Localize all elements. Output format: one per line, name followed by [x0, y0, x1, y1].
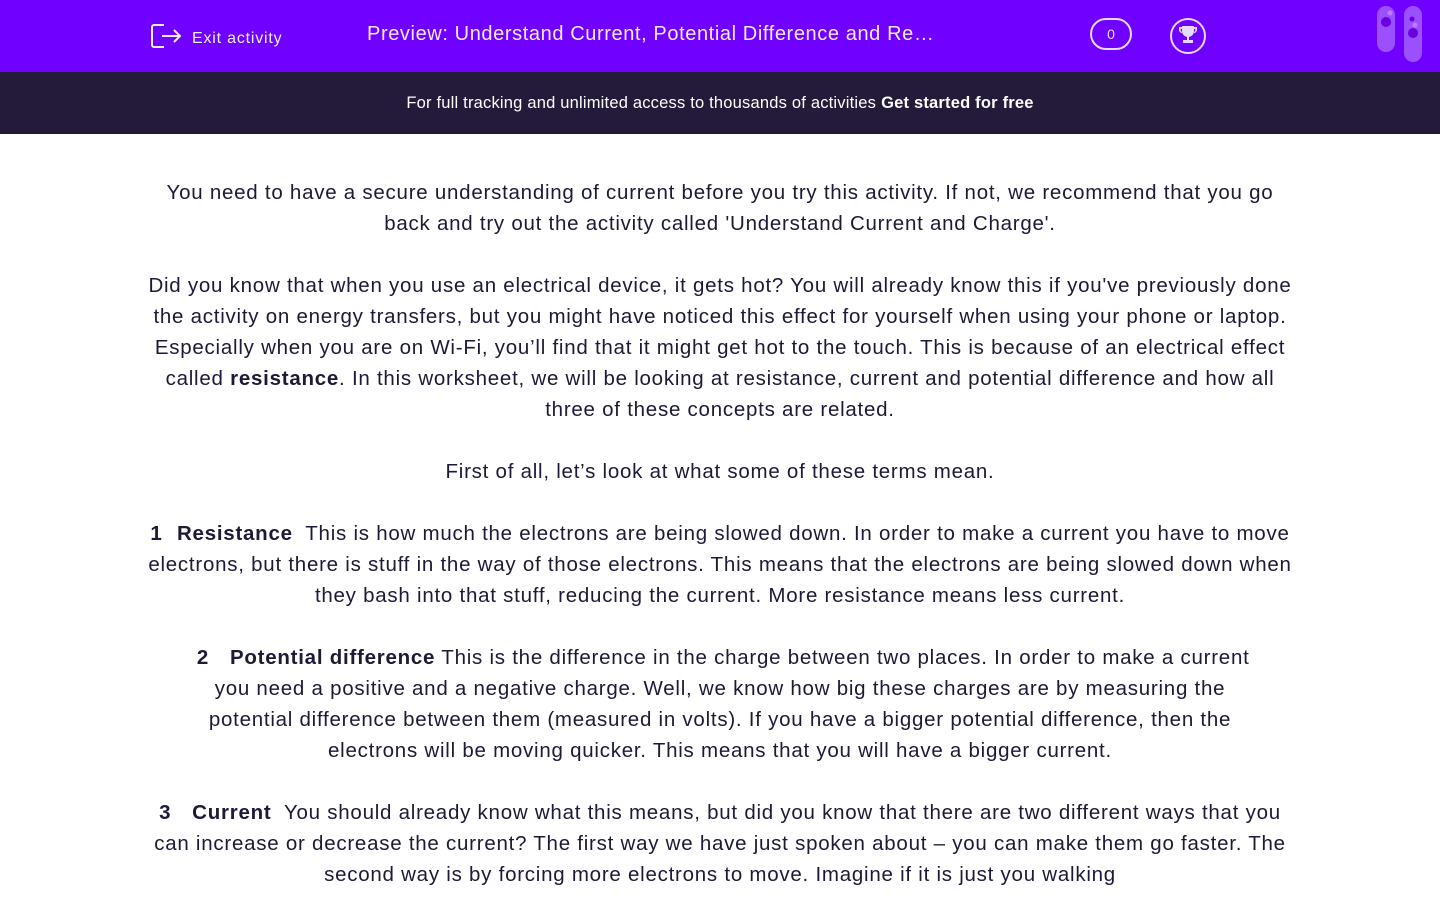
exit-label: Exit activity	[192, 29, 283, 47]
page-title: Preview: Understand Current, Potential Difference and Re…	[367, 23, 935, 45]
term-item	[145, 797, 1295, 890]
test-tubes-logo	[1376, 6, 1428, 69]
terms-intro: First of all, let’s look at what some of these terms mean.	[445, 460, 995, 483]
term-definition: You should already know what this means, but did you know that there are two different ways that you can increase or decrease the current? The first way we have just spoken about – you can make them go faster. The second way is by forcing more electrons to move. Imagine if it is just you walking	[154, 801, 1286, 886]
activity-intro	[145, 0, 1295, 921]
term-number: 1	[150, 522, 163, 545]
term-name: Current	[192, 801, 272, 824]
banner-text: For full tracking and unlimited access to thousands of activities	[406, 93, 877, 112]
intro-paragraph	[145, 270, 1295, 425]
score-badge: 0	[1090, 18, 1132, 50]
term-number: 2	[196, 646, 210, 669]
intro-text-end: . In this worksheet, we will be looking at resistance, current and potential difference and how all three of these concepts are related.	[339, 367, 1275, 421]
term-item	[145, 642, 1295, 766]
term-number: 3	[159, 801, 172, 824]
term-definition: This is the difference in the charge between two places. In order to make a current you need a positive and a negative charge. Well, we know how big these charges are by measuring the potential difference between them (measured in volts). If you have a bigger potential difference, then the electrons will be moving quicker. This means that you will have a bigger current.	[208, 646, 1250, 762]
resistance-keyword: resistance	[230, 367, 340, 390]
prerequisite-paragraph: You need to have a secure understanding of current before you try this activity. If not, we recommend that you go back and try out the activity called 'Understand Current and Charge'.	[166, 181, 1274, 235]
term-name: Resistance	[176, 522, 293, 545]
intro-text: Did you know that when you use an electrical device, it gets hot? You will already know this if you've previously done the activity on energy transfers, but you might have noticed this effect for yourself when using your phone or laptop. Especially when you are on Wi-Fi, you’ll find that it might get hot to the touch. This is because of an electrical effect called	[148, 274, 1292, 390]
term-definition: This is how much the electrons are being slowed down. In order to make a current you have to move electrons, but there is stuff in the way of those electrons. This means that the electrons are being slowed down when they bash into that stuff, reducing the current. More resistance means less current.	[148, 522, 1292, 607]
get-started-link[interactable]: Get started for free	[881, 93, 1034, 112]
term-name: Potential difference	[229, 646, 436, 669]
term-item	[145, 518, 1295, 611]
